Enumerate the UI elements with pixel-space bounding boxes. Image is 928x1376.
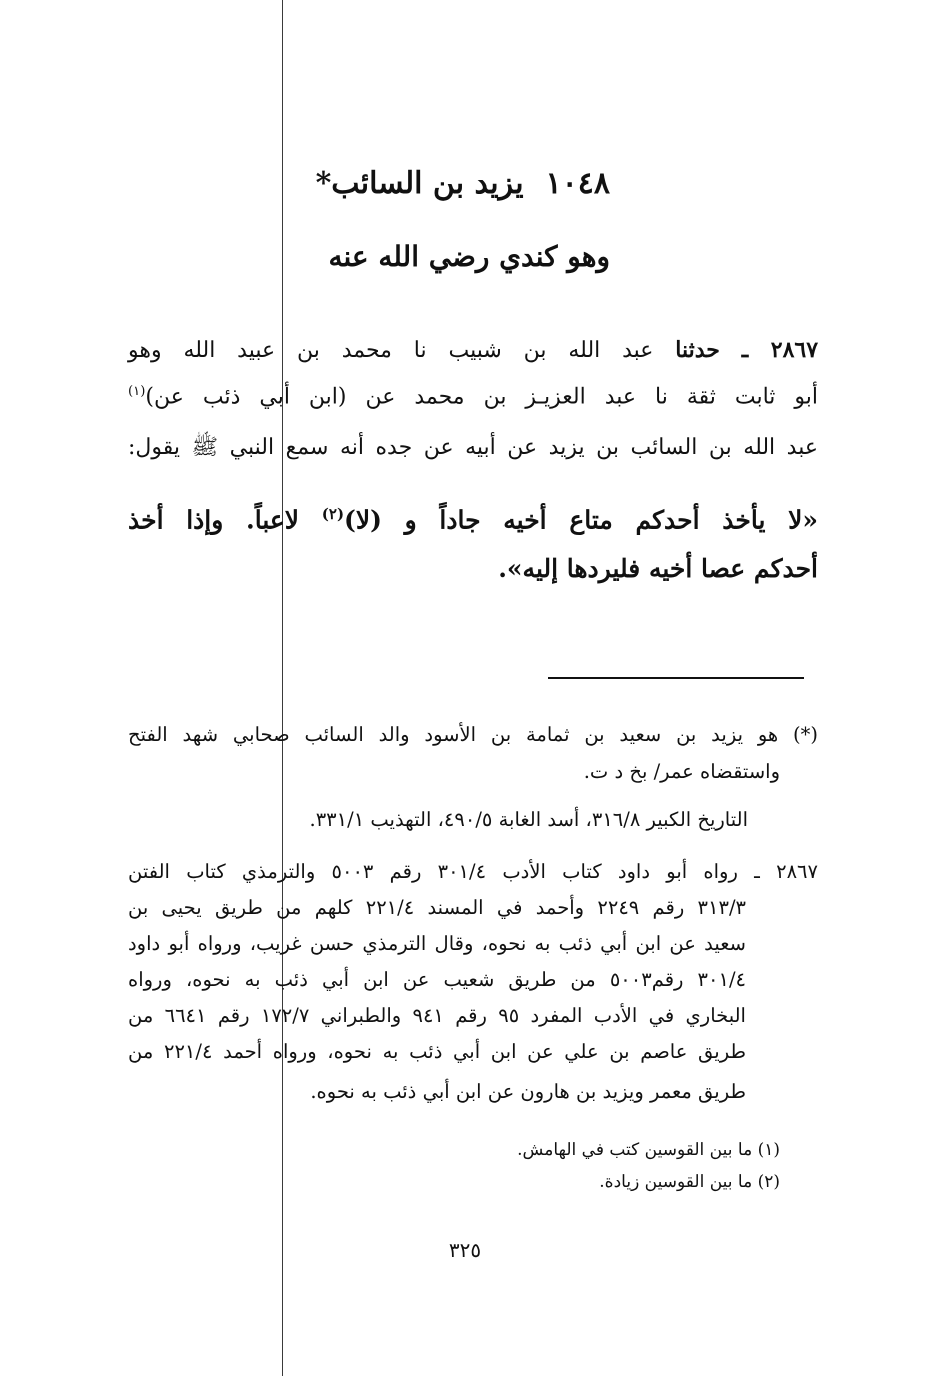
footnote-star-line-1: (*) هو يزيد بن سعيد بن ثمامة بن الأسود والد السائب صحابي شهد الفتح <box>128 723 818 746</box>
matn-text-1b: لاعباً. وإذا أخذ <box>128 505 300 535</box>
haddathana-word: حدثنا <box>675 337 720 363</box>
isnad-text-1: عبد الله بن شبيب نا محمد بن عبيد الله وهو <box>128 338 654 363</box>
takhrij-line-3: سعيد عن ابن أبي ذئب به نحوه، وقال الترمذي حسن غريب، ورواه أبو داود <box>128 932 746 955</box>
footnote-ref-1: (١) <box>128 384 146 399</box>
footnote-ref-2: (٢) <box>321 505 345 523</box>
matn-line-1 <box>128 505 818 534</box>
footnote-star-line-2: واستقضاه عمر/ بخ د ت. <box>583 760 780 783</box>
hadith-line-2 <box>128 384 818 409</box>
chapter-number: ١٠٤٨ <box>545 166 610 201</box>
matn-text-1a: «لا يأخذ أحدكم متاع أخيه جاداً و (لا) <box>344 505 818 535</box>
footnote-separator <box>548 677 804 679</box>
hadith-number: ٢٨٦٧ ـ <box>741 337 819 363</box>
hadith-line-3: عبد الله بن السائب بن يزيد عن أبيه عن جده أنه سمع النبي ﷺ يقول: <box>128 435 818 460</box>
chapter-name: يزيد بن السائب* <box>315 166 524 201</box>
footnote-star-line-3: التاريخ الكبير ٣١٦/٨، أسد الغابة ٤٩٠/٥، التهذيب ٣٣١/١. <box>309 808 748 831</box>
margin-note-1: (١) ما بين القوسين كتب في الهامش. <box>517 1140 780 1160</box>
page-number: ٣٢٥ <box>448 1238 482 1262</box>
hadith-line-1 <box>128 337 818 363</box>
takhrij-line-7: طريق معمر ويزيد بن هارون عن ابن أبي ذئب به نحوه. <box>310 1080 746 1103</box>
takhrij-line-1: ٢٨٦٧ ـ رواه أبو داود كتاب الأدب ٣٠١/٤ رقم ٥٠٠٣ والترمذي كتاب الفتن <box>128 860 818 883</box>
chapter-title <box>315 166 610 201</box>
takhrij-line-4: ٣٠١/٤ رقم٥٠٠٣ من طريق شعيب عن ابن أبي ذئب به نحوه، ورواه <box>128 968 746 991</box>
scan-fold-line <box>282 0 283 1376</box>
takhrij-line-6: طريق عاصم بن علي عن ابن أبي ذئب به نحوه، ورواه أحمد ٢٢١/٤ من <box>128 1040 746 1063</box>
chapter-subtitle: وهو كندي رضي الله عنه <box>328 240 610 273</box>
margin-note-2: (٢) ما بين القوسين زيادة. <box>599 1172 780 1192</box>
takhrij-line-2: ٣١٣/٣ رقم ٢٢٤٩ وأحمد في المسند ٢٢١/٤ كلهم من طريق يحيى بن <box>128 896 746 919</box>
takhrij-line-5: البخاري في الأدب المفرد ٩٥ رقم ٩٤١ والطبراني ١٧٢/٧ رقم ٦٦٤١ من <box>128 1004 746 1027</box>
matn-line-2: أحدكم عصا أخيه فليردها إليه». <box>498 554 818 583</box>
isnad-text-2: أبو ثابت ثقة نا عبد العزيـز بن محمد عن (ابن أبي ذئب عن) <box>145 384 818 410</box>
